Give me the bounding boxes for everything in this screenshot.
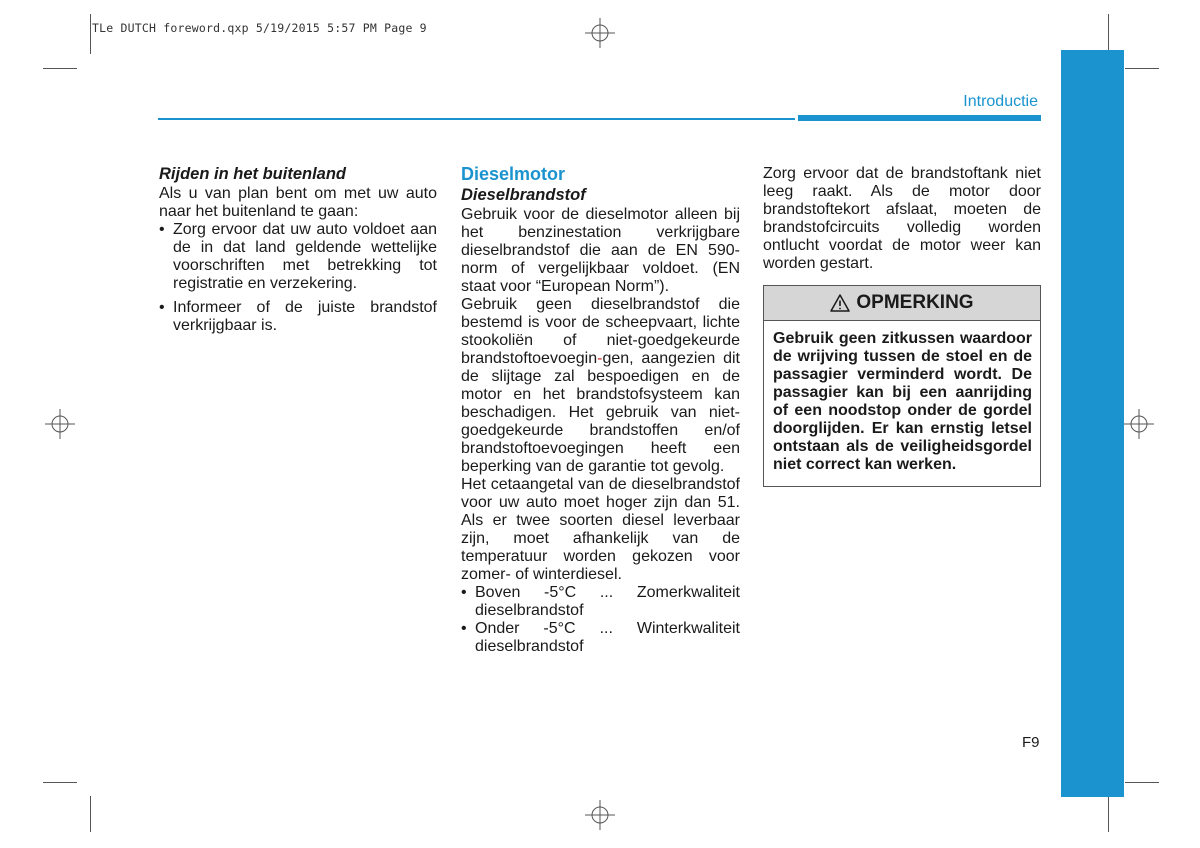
registration-mark-icon: [1124, 409, 1154, 439]
header-rule-accent: [798, 115, 1041, 121]
note-title: OPMERKING: [856, 292, 974, 313]
crop-mark: [90, 796, 91, 832]
bullet-list: [461, 584, 740, 656]
note-body: Gebruik geen zitkussen waardoor de wrijving tussen de stoel en de passagier verminderd wordt. De passagier kan bij een aanrijding of een noodstop onder de gordel doorglijden. Er kan ernstig letsel ontstaan als de veiligheidsgordel niet correct kan werken.: [773, 330, 1032, 473]
intro-paragraph: Als u van plan bent om met uw auto naar het buitenland te gaan:: [159, 185, 437, 220]
list-item: • Informeer of de juiste brandstof verkrijgbaar is.: [159, 299, 437, 334]
list-item: • Zorg ervoor dat uw auto voldoet aan de in dat land geldende wettelijke voorschriften met betrekking tot registratie en verzekering.: [159, 221, 437, 292]
print-slug: TLe DUTCH foreword.qxp 5/19/2015 5:57 PM Page 9: [92, 21, 427, 35]
paragraph: Het cetaangetal van de dieselbrandstof voor uw auto moet hoger zijn dan 51. Als er twee soorten diesel leverbaar zijn, moet afhankelijk van de temperatuur worden gekozen voor zomer- of winterdiesel.: [461, 476, 740, 583]
header-rule: [158, 118, 795, 120]
section-heading: Dieselmotor: [461, 164, 566, 184]
paragraph: Gebruik geen dieselbrandstof die bestemd is voor de scheepvaart, lichte stookoliën of niet-goedgekeurde brandstoftoevoegin-gen, aangezien dit de slijtage zal bespoedigen en de motor en het brandstofsysteem kan beschadigen. Het gebruik van niet-goedgekeurde brandstoffen en/of brandstoftoevoegingen heeft een beperking van de garantie tot gevolg.: [461, 296, 740, 475]
page-number: F9: [1022, 734, 1040, 751]
crop-mark: [90, 14, 91, 54]
crop-mark: [1108, 796, 1109, 832]
note-header: [764, 286, 1040, 321]
list-item: • Boven -5°C ... Zomerkwaliteit dieselbrandstof: [461, 584, 740, 619]
paragraph: Gebruik voor de dieselmotor alleen bij het benzinestation verkrijgbare dieselbrandstof die aan de EN 590-norm of vergelijkbaar voldoet. (EN staat voor “European Norm”).: [461, 206, 740, 295]
crop-mark: [43, 782, 77, 783]
crop-mark: [1125, 782, 1159, 783]
registration-mark-icon: [585, 800, 615, 830]
crop-mark: [1125, 68, 1159, 69]
registration-mark-icon: [45, 409, 75, 439]
warning-triangle-icon: [830, 294, 850, 312]
chapter-side-tab: [1061, 50, 1124, 797]
column-3: [763, 165, 1041, 273]
section-heading: Rijden in het buitenland: [159, 165, 346, 183]
column-1: [159, 165, 437, 335]
list-item: • Onder -5°C ... Winterkwaliteit dieselbrandstof: [461, 620, 740, 655]
registration-mark-icon: [585, 18, 615, 48]
column-2: [461, 165, 740, 656]
note-box: [763, 285, 1041, 487]
subheading: Dieselbrandstof: [461, 186, 586, 204]
section-title: Introductie: [963, 93, 1038, 110]
paragraph: Zorg ervoor dat de brandstoftank niet leeg raakt. Als de motor door brandstoftekort afslaat, moeten de brandstofcircuits volledig worden ontlucht voordat de motor weer kan worden gestart.: [763, 165, 1041, 272]
bullet-list: [159, 221, 437, 335]
crop-mark: [43, 68, 77, 69]
crop-mark: [1108, 14, 1109, 54]
